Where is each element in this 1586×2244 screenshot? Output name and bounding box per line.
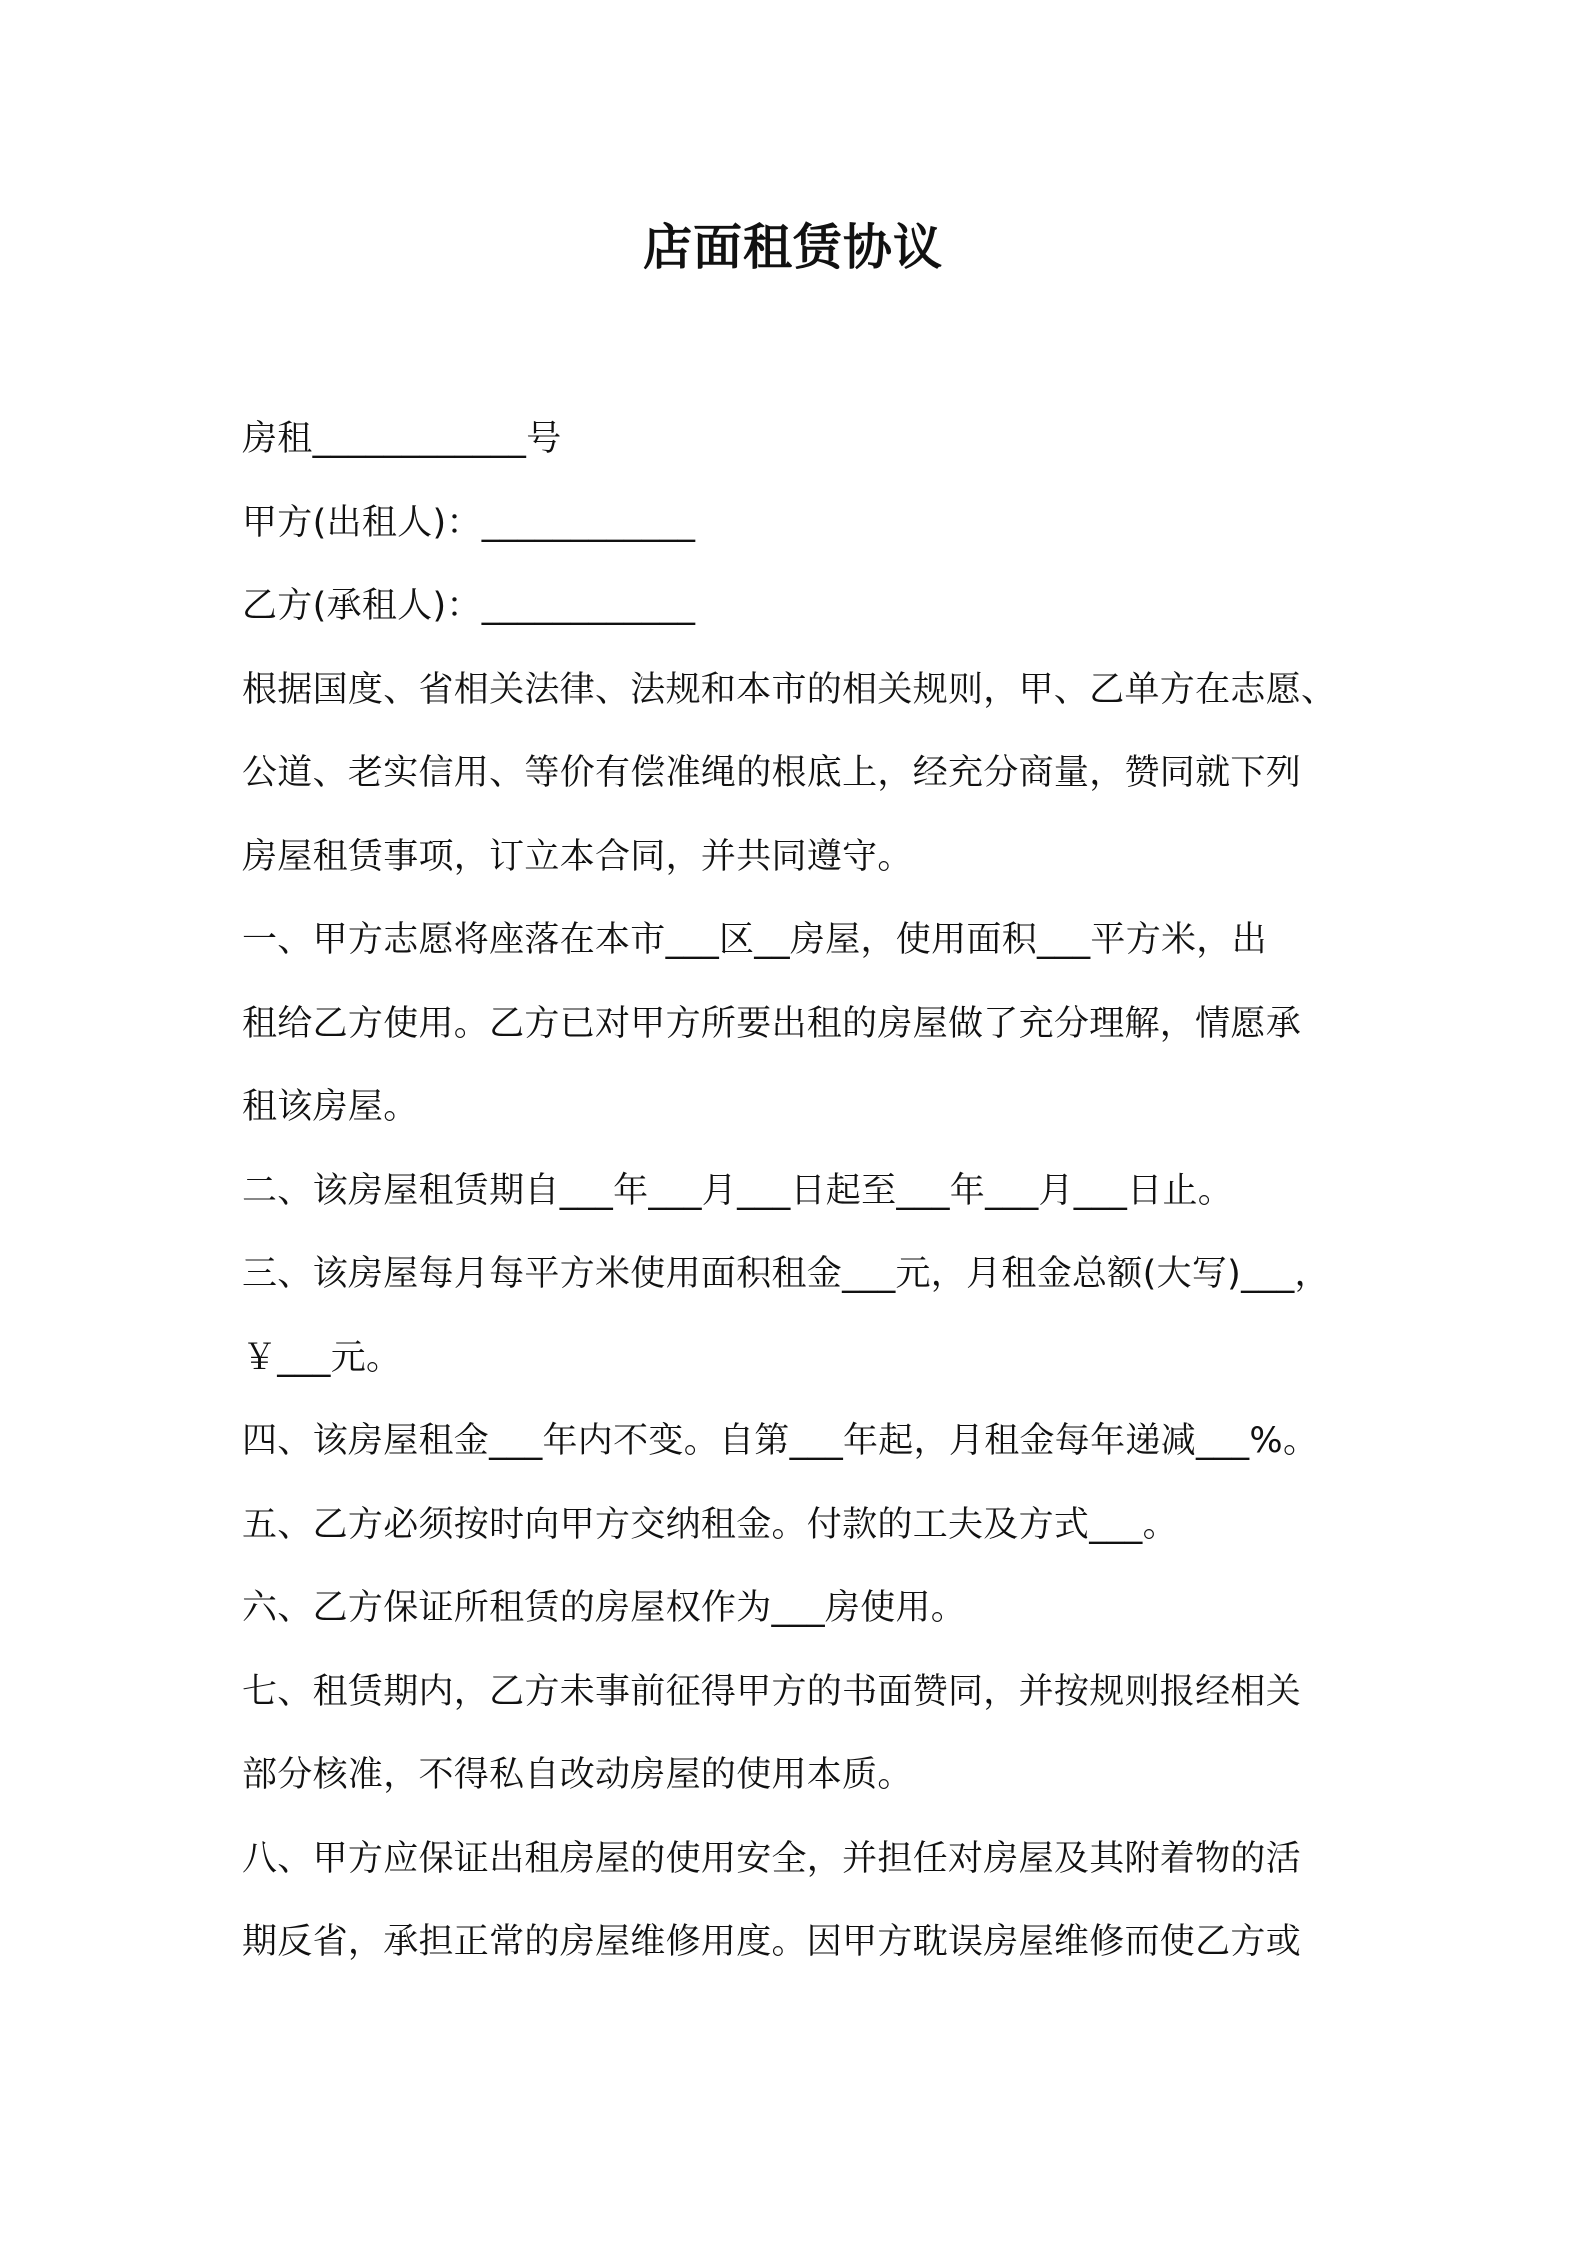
text-line: 部分核准，不得私自改动房屋的使用本质。 xyxy=(242,1755,913,1795)
text-line: 甲方(出租人)：____________ xyxy=(242,502,696,543)
text-line: 租该房屋。 xyxy=(242,1087,419,1127)
text-line: 三、该房屋每月每平方米使用面积租金___元，月租金总额(大写)___， xyxy=(242,1254,1330,1294)
text-line: 四、该房屋租金___年内不变。自第___年起，月租金每年递减___%。 xyxy=(242,1421,1319,1461)
text-line: 房屋租赁事项，订立本合同，并共同遵守。 xyxy=(242,836,913,877)
text-line: 七、租赁期内，乙方未事前征得甲方的书面赞同，并按规则报经相关 xyxy=(242,1671,1302,1712)
text-line: 租给乙方使用。乙方已对甲方所要出租的房屋做了充分理解，情愿承 xyxy=(242,1003,1302,1044)
text-line: ￥___元。 xyxy=(242,1337,402,1378)
text-line: 乙方(承租人)：____________ xyxy=(242,586,696,626)
document-title: 店面租赁协议 xyxy=(642,219,943,276)
text-line: 期反省，承担正常的房屋维修用度。因甲方耽误房屋维修而使乙方或 xyxy=(242,1922,1302,1962)
text-line: 五、乙方必须按时向甲方交纳租金。付款的工夫及方式___。 xyxy=(242,1504,1178,1545)
document-body xyxy=(242,398,1362,1985)
text-line: 公道、老实信用、等价有偿准绳的根底上，经充分商量，赞同就下列 xyxy=(242,753,1302,793)
text-line: 根据国度、省相关法律、法规和本市的相关规则，甲、乙单方在志愿、 xyxy=(242,669,1337,710)
text-line: 六、乙方保证所租赁的房屋权作为___房使用。 xyxy=(242,1588,967,1628)
text-line: 二、该房屋租赁期自___年___月___日起至___年___月___日止。 xyxy=(242,1170,1234,1211)
text-line: 八、甲方应保证出租房屋的使用安全，并担任对房屋及其附着物的活 xyxy=(242,1838,1302,1879)
text-line: 房租____________号 xyxy=(242,419,562,459)
text-line: 一、甲方志愿将座落在本市___区__房屋，使用面积___平方米，出 xyxy=(242,920,1267,960)
